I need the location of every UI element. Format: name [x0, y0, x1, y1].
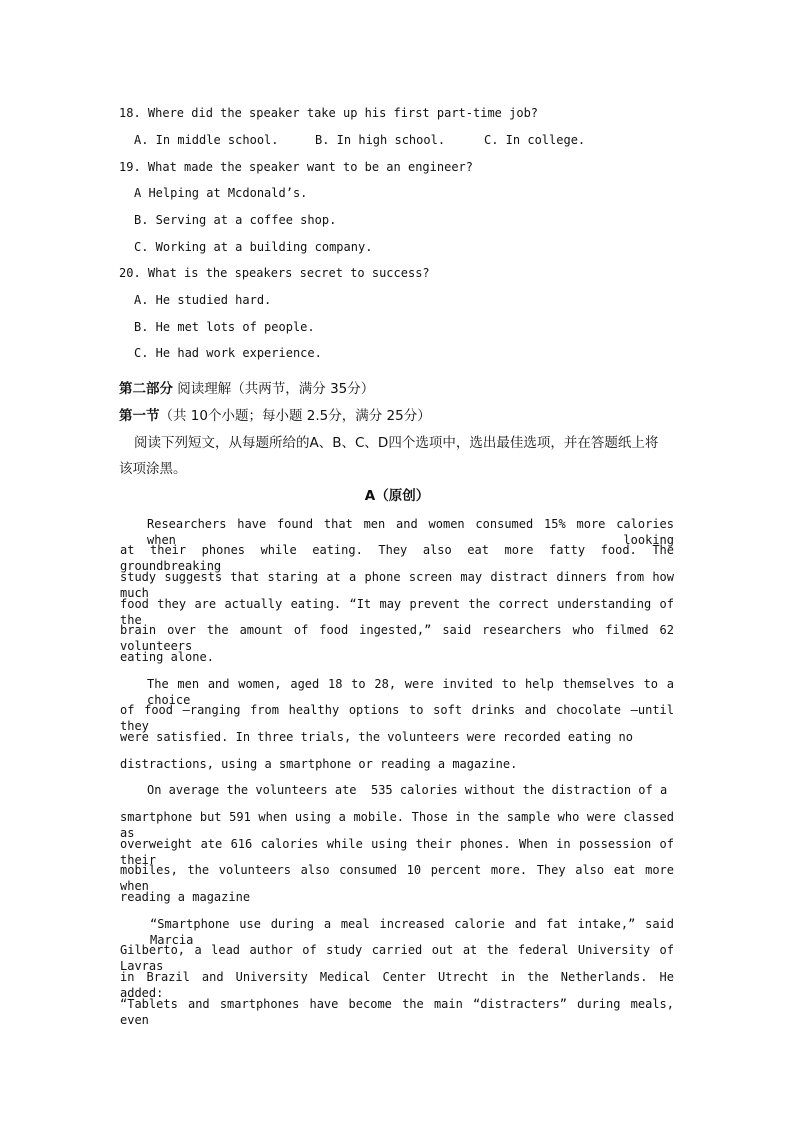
question-19-option-c: C. Working at a building company. [134, 240, 373, 254]
passage-line: distractions, using a smartphone or reading a magazine. [120, 757, 518, 771]
instruction-line-2: 该项涂黑。 [119, 461, 187, 477]
section1-heading-bold: 第一节 [119, 408, 160, 424]
passage-line: The men and women, aged 18 to 28, were invited to help themselves to a choice [147, 677, 674, 707]
passage-line: reading a magazine [120, 890, 251, 904]
passage-line: of food –ranging from healthy options to soft drinks and chocolate –until they [120, 703, 674, 733]
question-20-stem: 20. What is the speakers secret to success? [119, 266, 430, 280]
passage-line: On average the volunteers ate 535 calories without the distraction of a [147, 783, 668, 797]
passage-line: Researchers have found that men and women consumed 15% more calories when looking [147, 517, 674, 547]
passage-line: Gilberto, a lead author of study carried out at the federal University of Lavras [120, 943, 674, 973]
passage-line: in Brazil and University Medical Center Utrecht in the Netherlands. He added: [120, 970, 674, 1000]
section1-heading-rest: （共 10个小题；每小题 2.5分，满分 25分） [159, 408, 431, 424]
question-20-option-c: C. He had work experience. [134, 346, 322, 360]
passage-line: mobiles, the volunteers also consumed 10 percent more. They also eat more when [120, 863, 674, 893]
passage-line: “Smartphone use during a meal increased calorie and fat intake,” said Marcia [150, 917, 674, 947]
question-18-option-c: C. In college. [484, 133, 586, 147]
passage-line: “Tablets and smartphones have become the main “distracters” during meals, even [120, 997, 674, 1027]
passage-line: study suggests that staring at a phone screen may distract dinners from how much [120, 570, 674, 600]
passage-line: smartphone but 591 when using a mobile. Those in the sample who were classed as [120, 810, 674, 840]
passage-line: at their phones while eating. They also eat more fatty food. The groundbreaking [120, 543, 674, 573]
question-18-option-a: A. In middle school. [134, 133, 279, 147]
section1-heading [119, 408, 431, 424]
question-20-option-b: B. He met lots of people. [134, 320, 315, 334]
instruction-line-1: 阅读下列短文，从每题所给的A、B、C、D四个选项中，选出最佳选项，并在答题纸上将 [134, 435, 659, 451]
passage-line: eating alone. [120, 650, 214, 664]
part2-heading-rest: 阅读理解（共两节，满分 35分） [173, 381, 375, 397]
question-19-option-b: B. Serving at a coffee shop. [134, 213, 337, 227]
passage-line: overweight ate 616 calories while using their phones. When in possession of their [120, 837, 674, 867]
question-19-stem: 19. What made the speaker want to be an engineer? [119, 160, 474, 174]
passage-line: food they are actually eating. “It may prevent the correct understanding of the [120, 597, 674, 627]
part2-heading [119, 381, 374, 397]
question-19-option-a: A Helping at Mcdonald’s. [134, 186, 308, 200]
passage-line: were satisfied. In three trials, the volunteers were recorded eating no [120, 730, 633, 744]
passage-line: brain over the amount of food ingested,” said researchers who filmed 62 volunteers [120, 623, 674, 653]
part2-heading-bold: 第二部分 [119, 381, 173, 397]
passage-title: A（原创） [364, 488, 430, 504]
question-18-option-b: B. In high school. [315, 133, 446, 147]
question-20-option-a: A. He studied hard. [134, 293, 272, 307]
question-18-stem: 18. Where did the speaker take up his first part-time job? [119, 106, 539, 120]
